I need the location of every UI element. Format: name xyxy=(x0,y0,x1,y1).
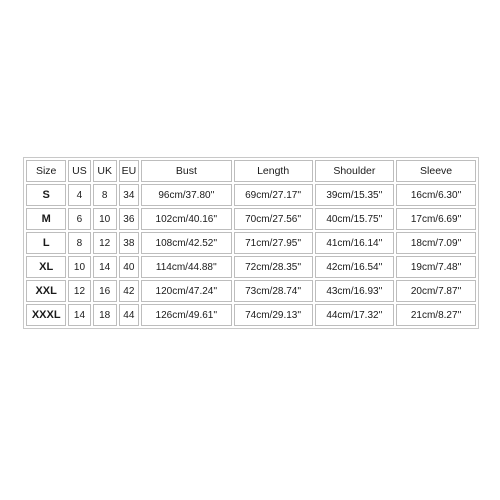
header-size: Size xyxy=(26,160,66,182)
length-cell: 71cm/27.95'' xyxy=(234,232,313,254)
sleeve-cell: 20cm/7.87'' xyxy=(396,280,476,302)
table-row xyxy=(26,304,476,326)
us-cell: 14 xyxy=(68,304,90,326)
table-row xyxy=(26,256,476,278)
bust-cell: 102cm/40.16'' xyxy=(141,208,232,230)
uk-cell: 16 xyxy=(93,280,117,302)
header-length: Length xyxy=(234,160,313,182)
length-cell: 74cm/29.13'' xyxy=(234,304,313,326)
length-cell: 69cm/27.17'' xyxy=(234,184,313,206)
header-us: US xyxy=(68,160,90,182)
bust-cell: 108cm/42.52'' xyxy=(141,232,232,254)
us-cell: 6 xyxy=(68,208,90,230)
size-cell: M xyxy=(26,208,66,230)
table-row xyxy=(26,208,476,230)
uk-cell: 18 xyxy=(93,304,117,326)
sleeve-cell: 18cm/7.09'' xyxy=(396,232,476,254)
header-sleeve: Sleeve xyxy=(396,160,476,182)
uk-cell: 8 xyxy=(93,184,117,206)
bust-cell: 96cm/37.80'' xyxy=(141,184,232,206)
us-cell: 10 xyxy=(68,256,90,278)
us-cell: 12 xyxy=(68,280,90,302)
shoulder-cell: 40cm/15.75'' xyxy=(315,208,395,230)
shoulder-cell: 44cm/17.32'' xyxy=(315,304,395,326)
shoulder-cell: 39cm/15.35'' xyxy=(315,184,395,206)
shoulder-cell: 41cm/16.14'' xyxy=(315,232,395,254)
sleeve-cell: 16cm/6.30'' xyxy=(396,184,476,206)
shoulder-cell: 42cm/16.54'' xyxy=(315,256,395,278)
sleeve-cell: 19cm/7.48'' xyxy=(396,256,476,278)
eu-cell: 42 xyxy=(119,280,139,302)
bust-cell: 120cm/47.24'' xyxy=(141,280,232,302)
table-row xyxy=(26,280,476,302)
eu-cell: 38 xyxy=(119,232,139,254)
size-cell: L xyxy=(26,232,66,254)
bust-cell: 114cm/44.88'' xyxy=(141,256,232,278)
eu-cell: 40 xyxy=(119,256,139,278)
table-row xyxy=(26,184,476,206)
bust-cell: 126cm/49.61'' xyxy=(141,304,232,326)
size-cell: XL xyxy=(26,256,66,278)
uk-cell: 14 xyxy=(93,256,117,278)
table-row xyxy=(26,232,476,254)
eu-cell: 36 xyxy=(119,208,139,230)
us-cell: 8 xyxy=(68,232,90,254)
size-cell: XXXL xyxy=(26,304,66,326)
header-shoulder: Shoulder xyxy=(315,160,395,182)
shoulder-cell: 43cm/16.93'' xyxy=(315,280,395,302)
eu-cell: 44 xyxy=(119,304,139,326)
uk-cell: 12 xyxy=(93,232,117,254)
table-header-row xyxy=(26,160,476,182)
header-bust: Bust xyxy=(141,160,232,182)
sleeve-cell: 17cm/6.69'' xyxy=(396,208,476,230)
sleeve-cell: 21cm/8.27'' xyxy=(396,304,476,326)
size-chart-table xyxy=(23,157,479,329)
length-cell: 73cm/28.74'' xyxy=(234,280,313,302)
header-uk: UK xyxy=(93,160,117,182)
eu-cell: 34 xyxy=(119,184,139,206)
size-cell: S xyxy=(26,184,66,206)
length-cell: 70cm/27.56'' xyxy=(234,208,313,230)
us-cell: 4 xyxy=(68,184,90,206)
header-eu: EU xyxy=(119,160,139,182)
length-cell: 72cm/28.35'' xyxy=(234,256,313,278)
size-cell: XXL xyxy=(26,280,66,302)
uk-cell: 10 xyxy=(93,208,117,230)
